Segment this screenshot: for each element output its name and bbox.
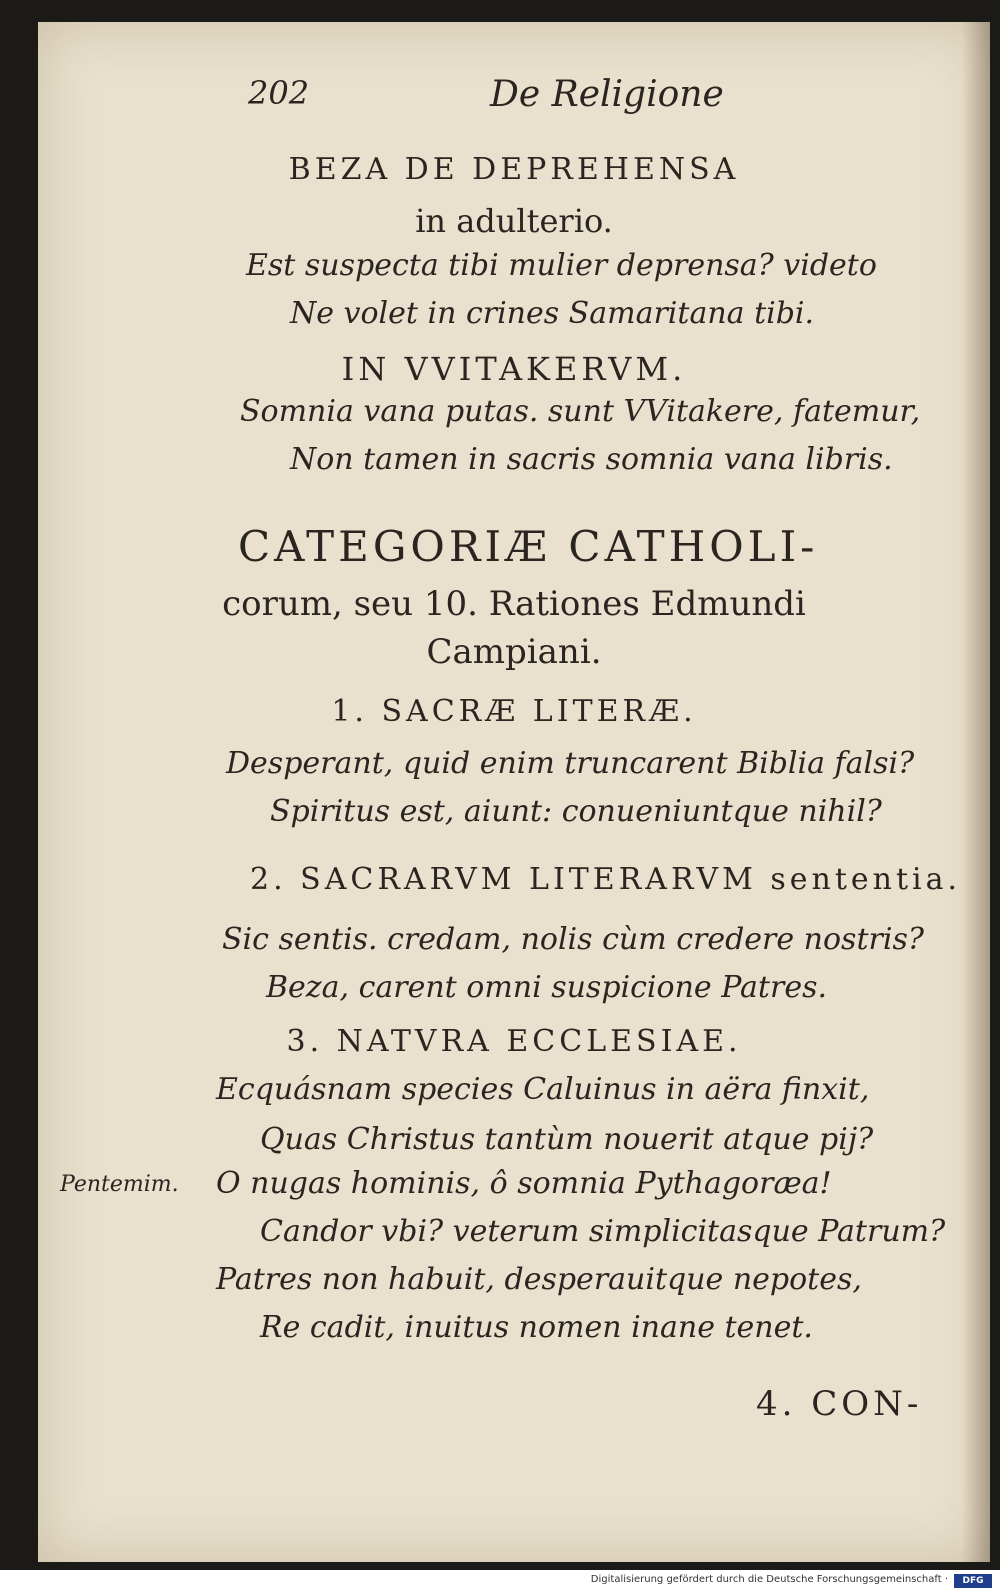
item2-line1: Sic sentis. credam, nolis cùm credere nostris? [222,922,924,957]
footer-bar [0,1570,1000,1594]
dfg-logo-icon: DFG [954,1574,992,1588]
item3-line2: Quas Christus tantùm nouerit atque pij? [260,1122,874,1157]
section-title: CATEGORIÆ CATHOLI- [238,522,819,571]
item3-line1: Ecquásnam species Caluinus in aëra finxit, [216,1072,870,1107]
epigram2-line1: Somnia vana putas. sunt VVitakere, fatemur, [240,394,921,429]
running-title: De Religione [490,74,724,115]
item3-line6: Re cadit, inuitus nomen inane tenet. [260,1310,813,1345]
footer-credit: Digitalisierung gefördert durch die Deutsche Forschungsgemeinschaft · [590,1574,948,1585]
epigram1-line2: Ne volet in crines Samaritana tibi. [290,296,815,331]
item1-line1: Desperant, quid enim truncarent Biblia falsi? [226,746,915,781]
epigram1-title-cont: in adulterio. [415,202,613,240]
epigram2-title: IN VVITAKERVM. [341,350,687,388]
epigram2-line2: Non tamen in sacris somnia vana libris. [290,442,893,477]
book-page [38,22,990,1562]
item3-heading: 3. NATVRA ECCLESIAE. [286,1024,742,1059]
section-title-end: Campiani. [426,632,602,672]
item1-line2: Spiritus est, aiunt: conueniuntque nihil? [270,794,882,829]
item3-line3: O nugas hominis, ô somnia Pythagoræa! [216,1166,832,1201]
item2-heading: 2. SACRARVM LITERARVM sententia. [250,862,962,897]
item1-heading: 1. SACRÆ LITERÆ. [331,694,697,729]
item3-line4: Candor vbi? veterum simplicitasque Patrum? [260,1214,946,1249]
page-number: 202 [248,74,310,112]
section-title-cont: corum, seu 10. Rationes Edmundi [222,584,806,624]
item2-line2: Beza, carent omni suspicione Patres. [266,970,828,1005]
epigram1-line1: Est suspecta tibi mulier deprensa? videto [246,248,877,283]
margin-note: Pentemim. [60,1172,179,1197]
item3-line5: Patres non habuit, desperauitque nepotes, [216,1262,862,1297]
epigram1-title: BEZA DE DEPREHENSA [288,152,740,187]
catchword: 4. CON- [756,1384,923,1424]
